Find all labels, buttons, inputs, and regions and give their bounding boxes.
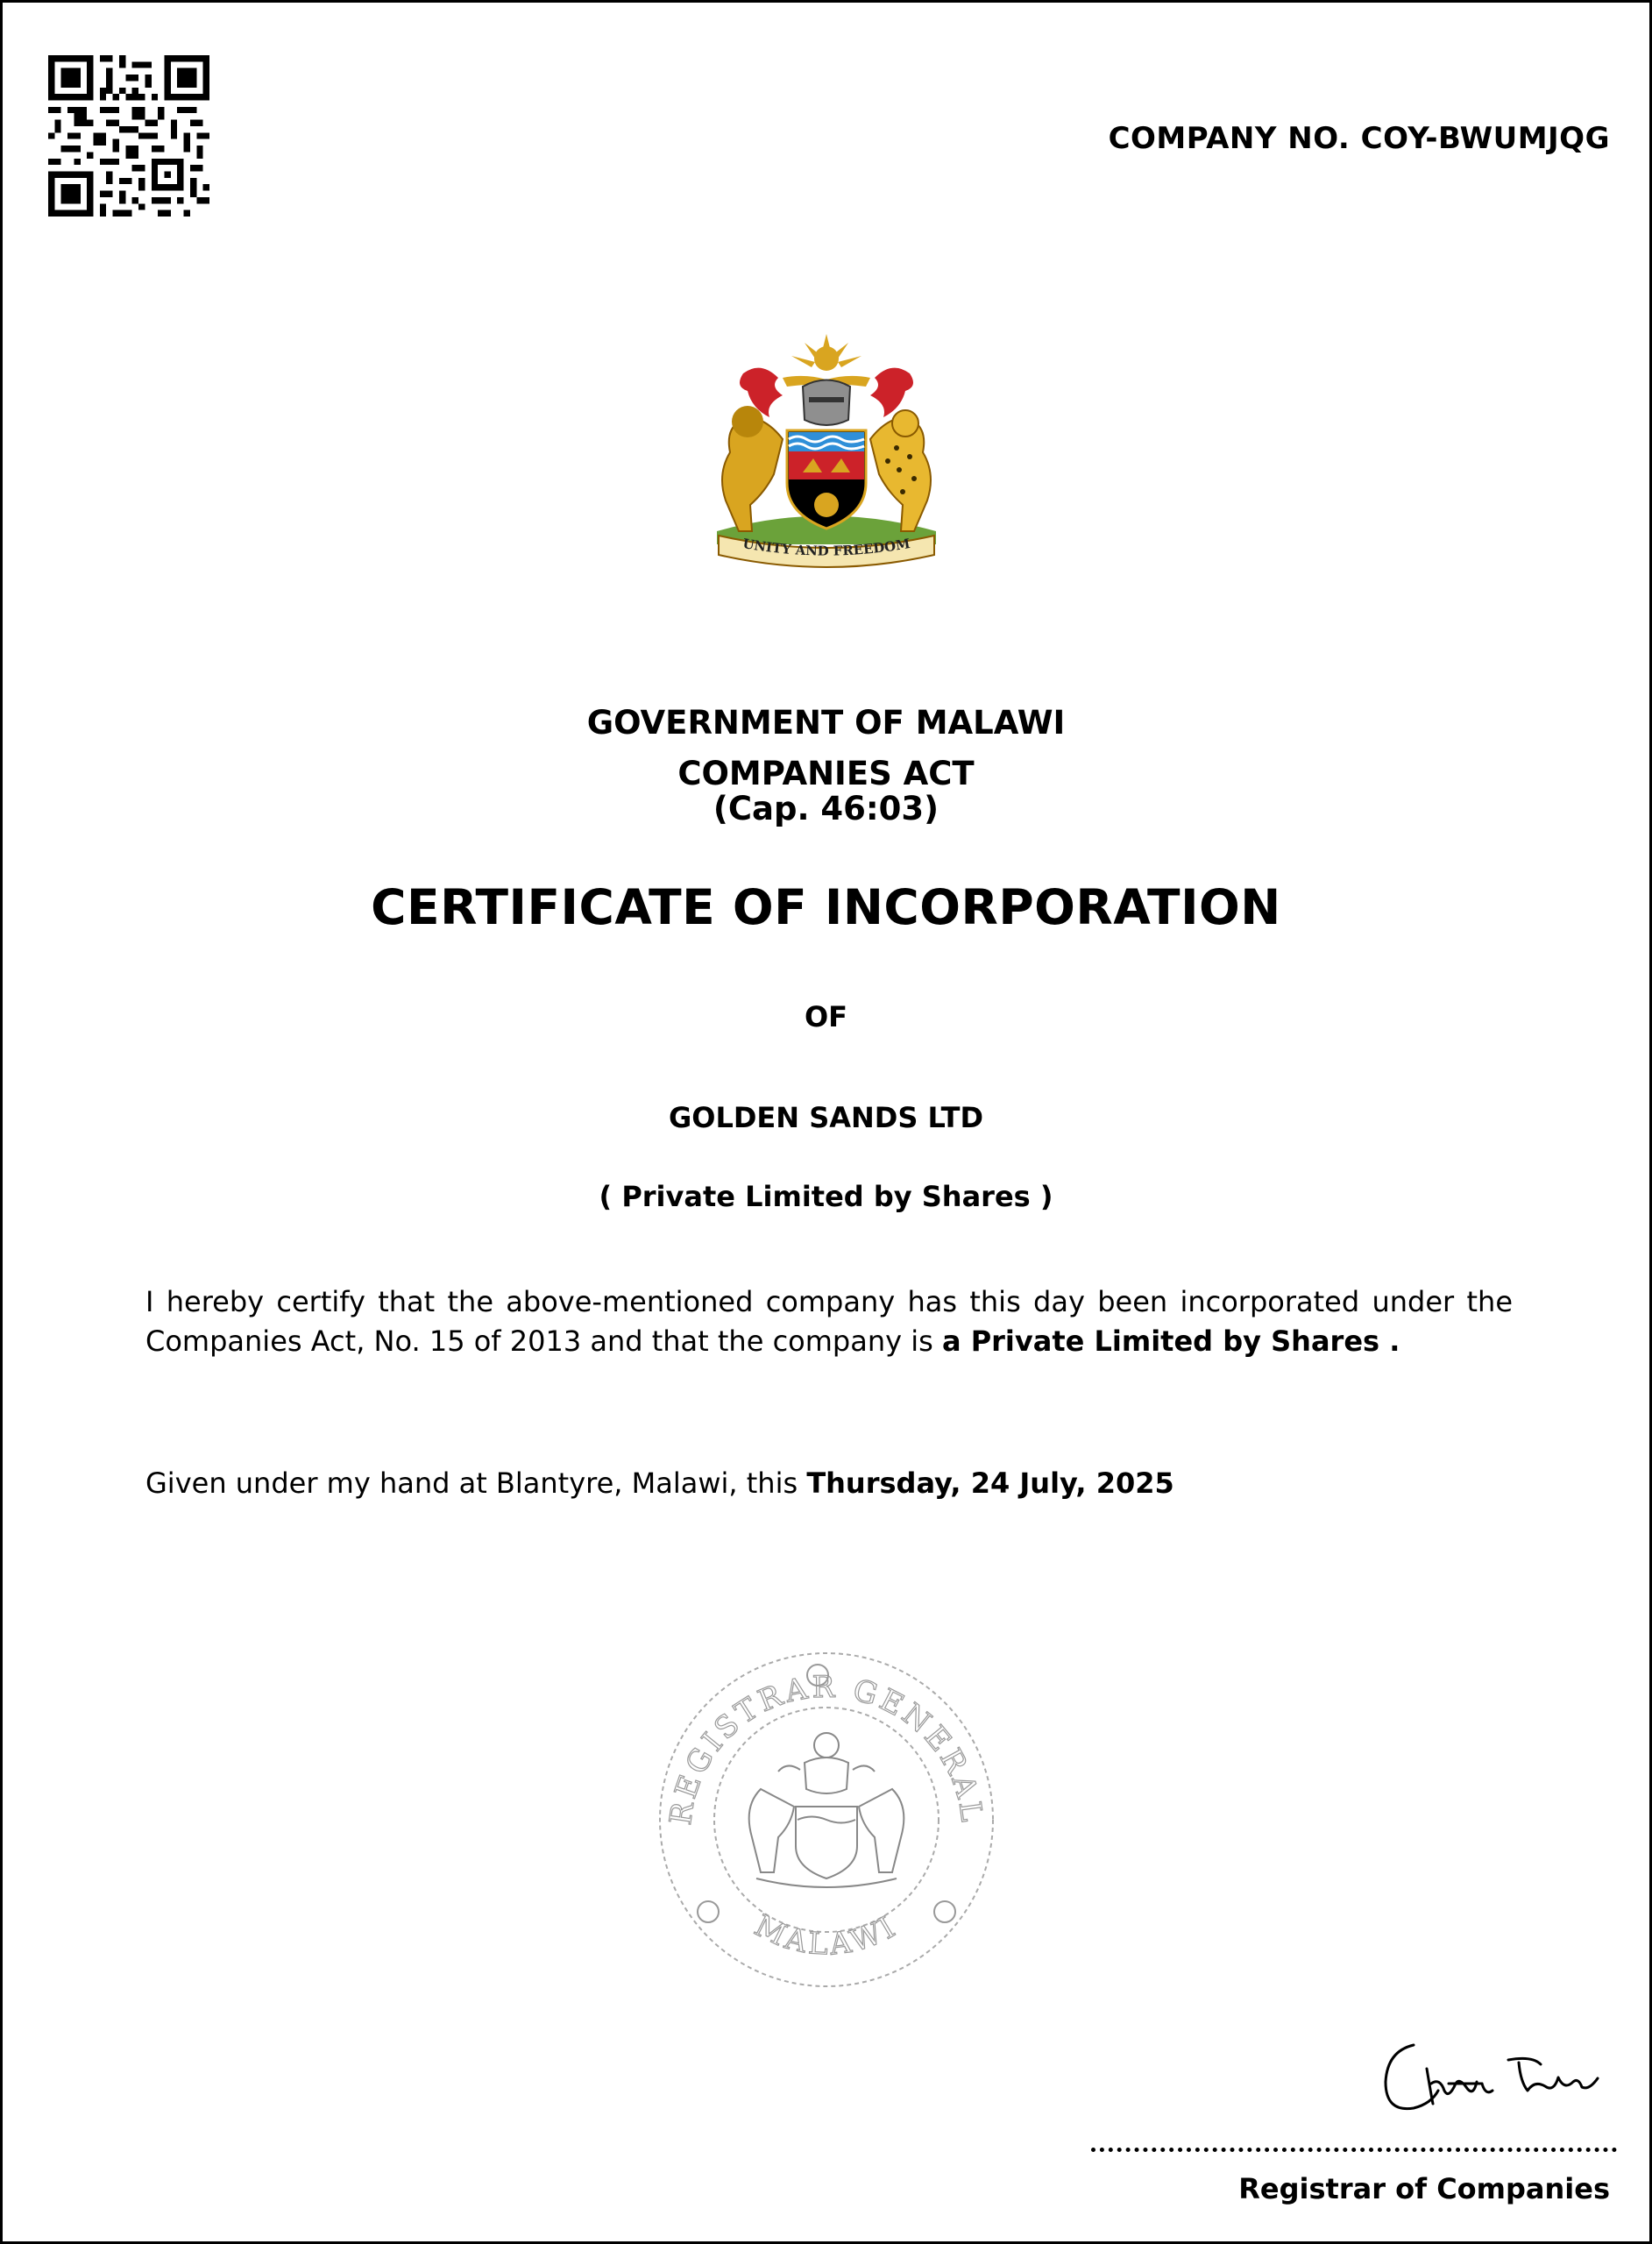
given-text: Given under my hand at Blantyre, Malawi, this <box>145 1466 807 1500</box>
company-type: ( Private Limited by Shares ) <box>599 1180 1053 1213</box>
given-date: Thursday, 24 July, 2025 <box>806 1466 1174 1500</box>
company-name: GOLDEN SANDS LTD <box>668 1101 984 1134</box>
motto-text: UNITY AND FREEDOM <box>741 536 911 559</box>
coat-of-arms-icon <box>699 325 954 579</box>
seal-bottom-text: MALAWI <box>748 1907 904 1963</box>
company-number: COMPANY NO. COY-BWUMJQG <box>1108 121 1610 156</box>
certify-type: a Private Limited by Shares . <box>941 1324 1400 1358</box>
of-label: OF <box>804 1000 848 1033</box>
seal-top-text: REGISTRAR GENERAL <box>663 1669 990 1828</box>
signature-line <box>1091 2148 1617 2152</box>
cap-heading: (Cap. 46:03) <box>713 790 939 827</box>
given-statement <box>145 1466 1174 1500</box>
government-heading: GOVERNMENT OF MALAWI <box>586 704 1066 742</box>
qr-code-icon <box>48 55 209 217</box>
certify-text: I hereby certify that the above-mentioned company has this day been incorporated under the Companies Act, No. 15 of 2013 and that the company is <box>145 1285 1513 1358</box>
certificate-title: CERTIFICATE OF INCORPORATION <box>371 879 1281 935</box>
registrar-signature-icon <box>1379 2029 1606 2126</box>
act-heading: COMPANIES ACT <box>677 755 975 792</box>
registrar-label: Registrar of Companies <box>1238 2172 1610 2205</box>
registrar-seal-icon <box>656 1649 997 1991</box>
certification-paragraph <box>145 1282 1513 1361</box>
